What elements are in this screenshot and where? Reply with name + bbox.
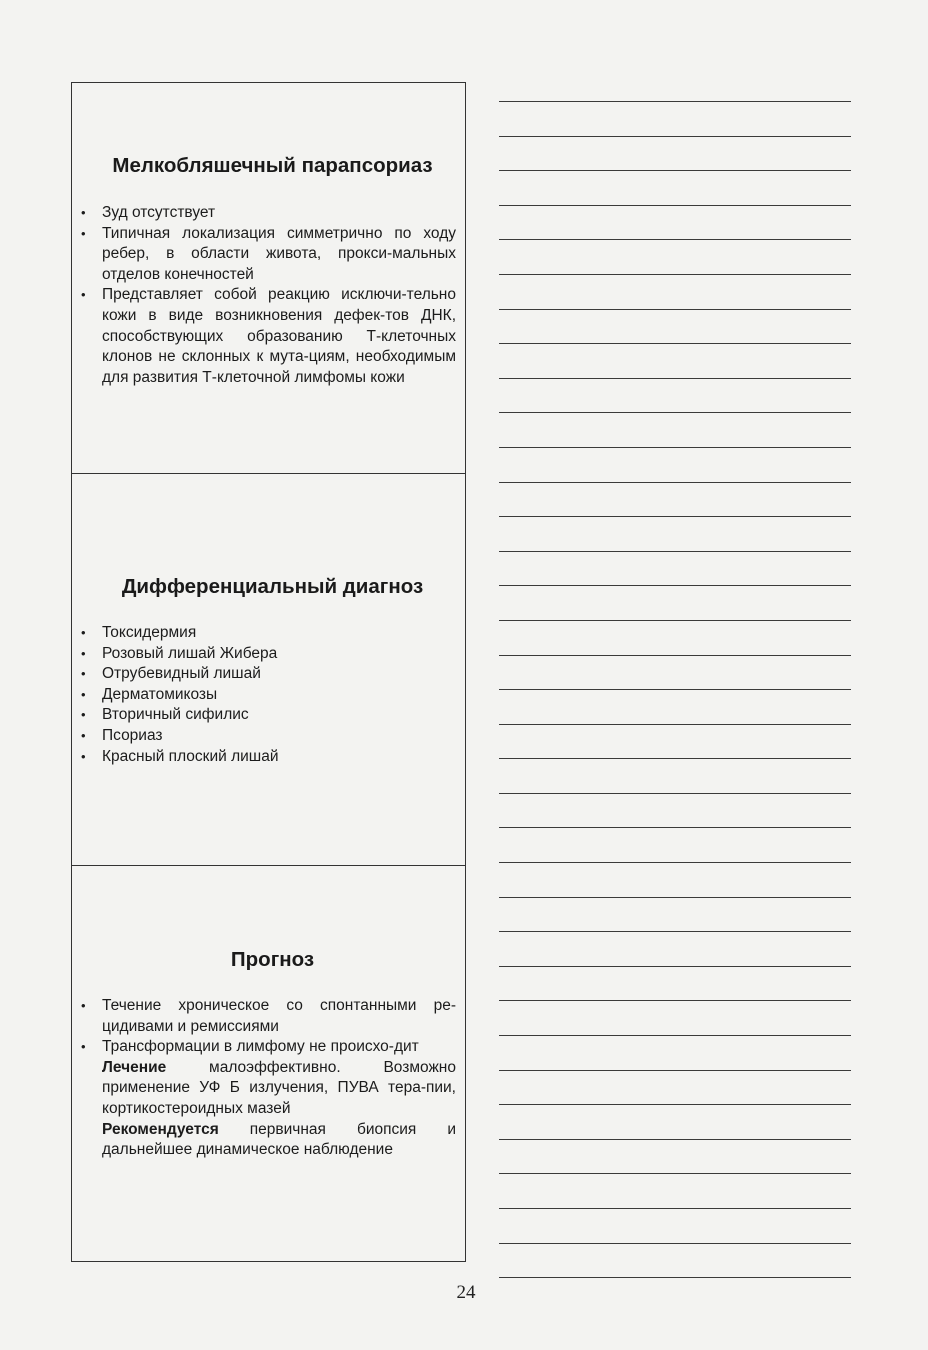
note-line: [499, 1209, 851, 1244]
list-item: • Трансформации в лимфому не происхо-дит: [72, 1037, 456, 1058]
recommendation-label: Рекомендуется: [102, 1120, 219, 1138]
list-item: • Дерматомикозы: [72, 685, 456, 706]
treatment-label: Лечение: [102, 1058, 167, 1076]
bullet-list: [72, 996, 465, 1161]
panel-prognosis: [71, 865, 466, 1262]
note-line: [499, 759, 851, 794]
note-line: [499, 171, 851, 206]
note-line: [499, 828, 851, 863]
note-line: [499, 1174, 851, 1209]
note-line: [499, 1140, 851, 1175]
note-line: [499, 344, 851, 379]
note-line: [499, 1105, 851, 1140]
note-line: [499, 725, 851, 760]
note-line: [499, 275, 851, 310]
bullet-list: [72, 623, 465, 767]
note-line: [499, 206, 851, 241]
section-title: Дифференциальный диагноз: [121, 575, 424, 598]
list-item: • Красный плоский лишай: [72, 747, 456, 768]
recommendation-text: первичная биопсия и дальнейшее динамическое наблюдение: [102, 1120, 456, 1159]
panel-differential-diagnosis: [71, 473, 466, 866]
treatment-text: малоэффективно. Возможно применение УФ Б излучения, ПУВА тера-пии, кортикостероидных мазей: [102, 1058, 456, 1117]
note-line: [499, 137, 851, 172]
note-line: [499, 413, 851, 448]
note-line: [499, 967, 851, 1002]
section-title: Мелкобляшечный парапсориаз: [112, 154, 433, 177]
note-line: [499, 1001, 851, 1036]
page-number: 24: [456, 1282, 476, 1303]
note-line: [499, 863, 851, 898]
note-line: [499, 621, 851, 656]
note-line: [499, 310, 851, 345]
recommendation-paragraph: [72, 1120, 456, 1161]
note-line: [499, 552, 851, 587]
note-line: [499, 586, 851, 621]
note-line: [499, 483, 851, 518]
note-line: [499, 1071, 851, 1106]
treatment-paragraph: [72, 1058, 456, 1120]
list-item: • Зуд отсутствует: [72, 203, 456, 224]
note-line: [499, 690, 851, 725]
note-line: [499, 102, 851, 137]
note-line: [499, 794, 851, 829]
list-item: • Течение хроническое со спонтанными ре-цидивами и ремиссиями: [72, 996, 456, 1037]
list-item: • Отрубевидный лишай: [72, 664, 456, 685]
note-line: [499, 1244, 851, 1279]
list-item: • Розовый лишай Жибера: [72, 644, 456, 665]
note-line: [499, 656, 851, 691]
note-line: [499, 379, 851, 414]
list-item: • Псориаз: [72, 726, 456, 747]
note-line: [499, 898, 851, 933]
panel-small-plaque-parapsoriasis: [71, 82, 466, 474]
note-line: [499, 240, 851, 275]
note-lines: [499, 100, 851, 1278]
list-item: • Вторичный сифилис: [72, 705, 456, 726]
bullet-list: [72, 203, 465, 388]
note-line: [499, 448, 851, 483]
list-item: • Представляет собой реакцию исключи-тельно кожи в виде возникновения дефек-тов ДНК, способствующих образованию Т-клеточных клонов не склонных к мута-циям, необходимым для развития Т-клеточной лимфомы кожи: [72, 285, 456, 388]
note-line: [499, 932, 851, 967]
list-item: • Токсидермия: [72, 623, 456, 644]
section-title: Прогноз: [230, 948, 315, 971]
list-item: • Типичная локализация симметрично по ходу ребер, в области живота, прокси-мальных отделов конечностей: [72, 224, 456, 286]
note-line: [499, 517, 851, 552]
note-line: [499, 1036, 851, 1071]
